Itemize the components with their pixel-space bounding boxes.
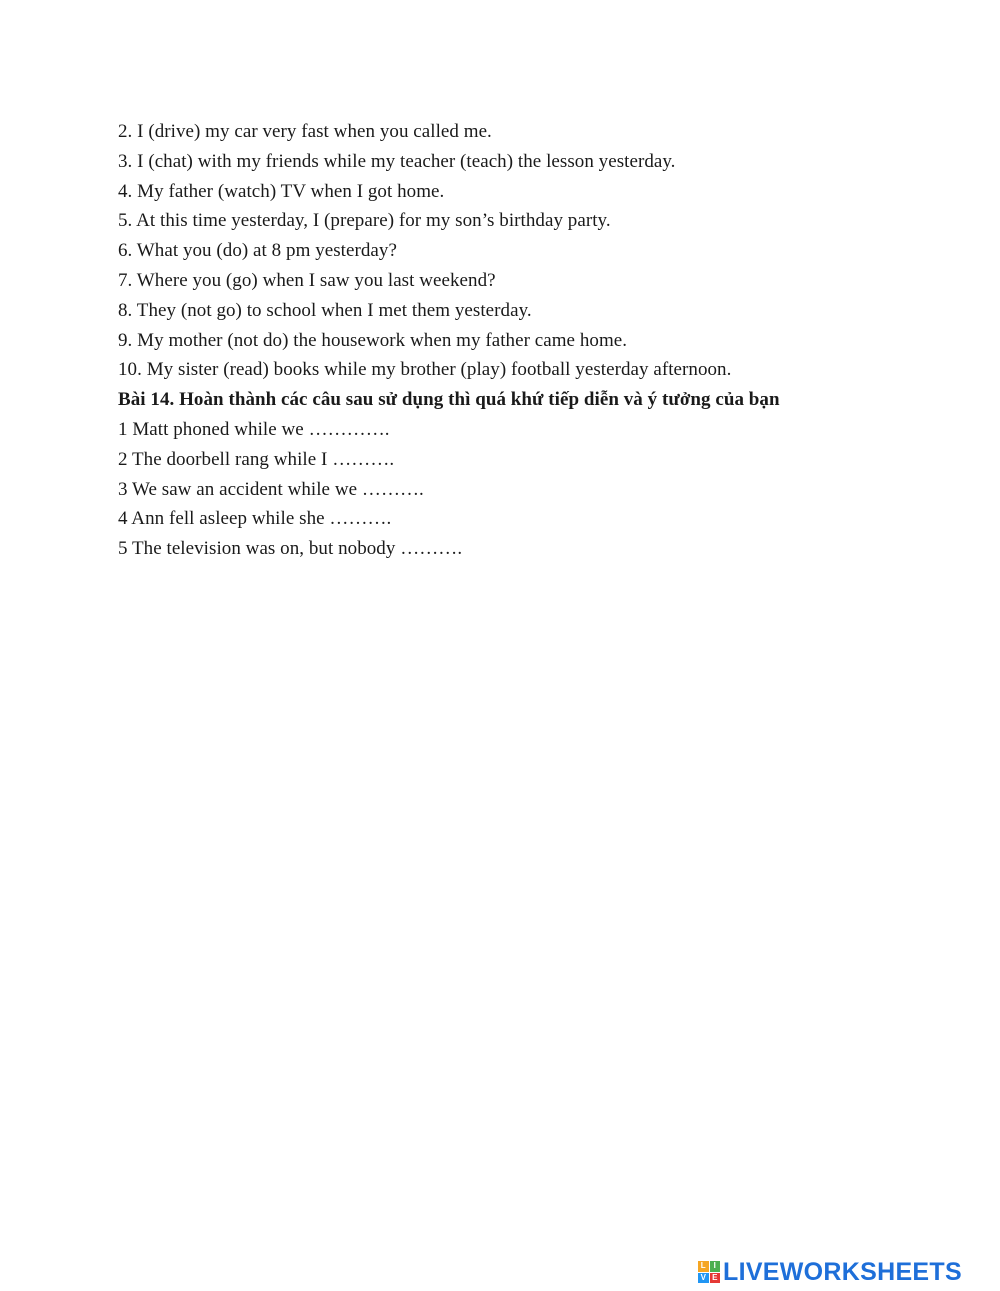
worksheet-page: [118, 117, 958, 564]
logo-mark-letter: I: [710, 1261, 721, 1272]
exercise-item: 3. I (chat) with my friends while my teacher (teach) the lesson yesterday.: [118, 150, 676, 172]
exercise-14-heading: Bài 14. Hoàn thành các câu sau sử dụng thì quá khứ tiếp diễn và ý tưởng của bạn: [118, 389, 780, 411]
exercise-item: 9. My mother (not do) the housework when my father came home.: [118, 329, 628, 351]
exercise-item: 5 The television was on, but nobody ……….: [118, 538, 463, 560]
exercise-item: 3 We saw an accident while we ……….: [118, 478, 424, 500]
exercise-item: 1 Matt phoned while we ………….: [118, 418, 390, 440]
exercise-item: 5. At this time yesterday, I (prepare) for my son’s birthday party.: [118, 210, 611, 232]
exercise-item: 7. Where you (go) when I saw you last weekend?: [118, 269, 496, 291]
liveworksheets-logo-text: LIVEWORKSHEETS: [723, 1257, 962, 1286]
exercise-item: 4 Ann fell asleep while she ……….: [118, 508, 392, 530]
exercise-item: 2. I (drive) my car very fast when you called me.: [118, 121, 492, 142]
liveworksheets-logo: [698, 1257, 962, 1287]
exercise-item: 2 The doorbell rang while I ……….: [118, 448, 395, 470]
logo-mark-letter: E: [710, 1273, 721, 1284]
exercise-item: 4. My father (watch) TV when I got home.: [118, 180, 445, 202]
exercise-item: 6. What you (do) at 8 pm yesterday?: [118, 240, 397, 262]
exercise-item: 10. My sister (read) books while my brother (play) football yesterday afternoon.: [118, 359, 732, 381]
logo-mark-letter: V: [698, 1273, 709, 1284]
liveworksheets-logo-mark: [698, 1261, 720, 1283]
exercise-item: 8. They (not go) to school when I met them yesterday.: [118, 299, 532, 321]
logo-mark-letter: L: [698, 1261, 709, 1272]
